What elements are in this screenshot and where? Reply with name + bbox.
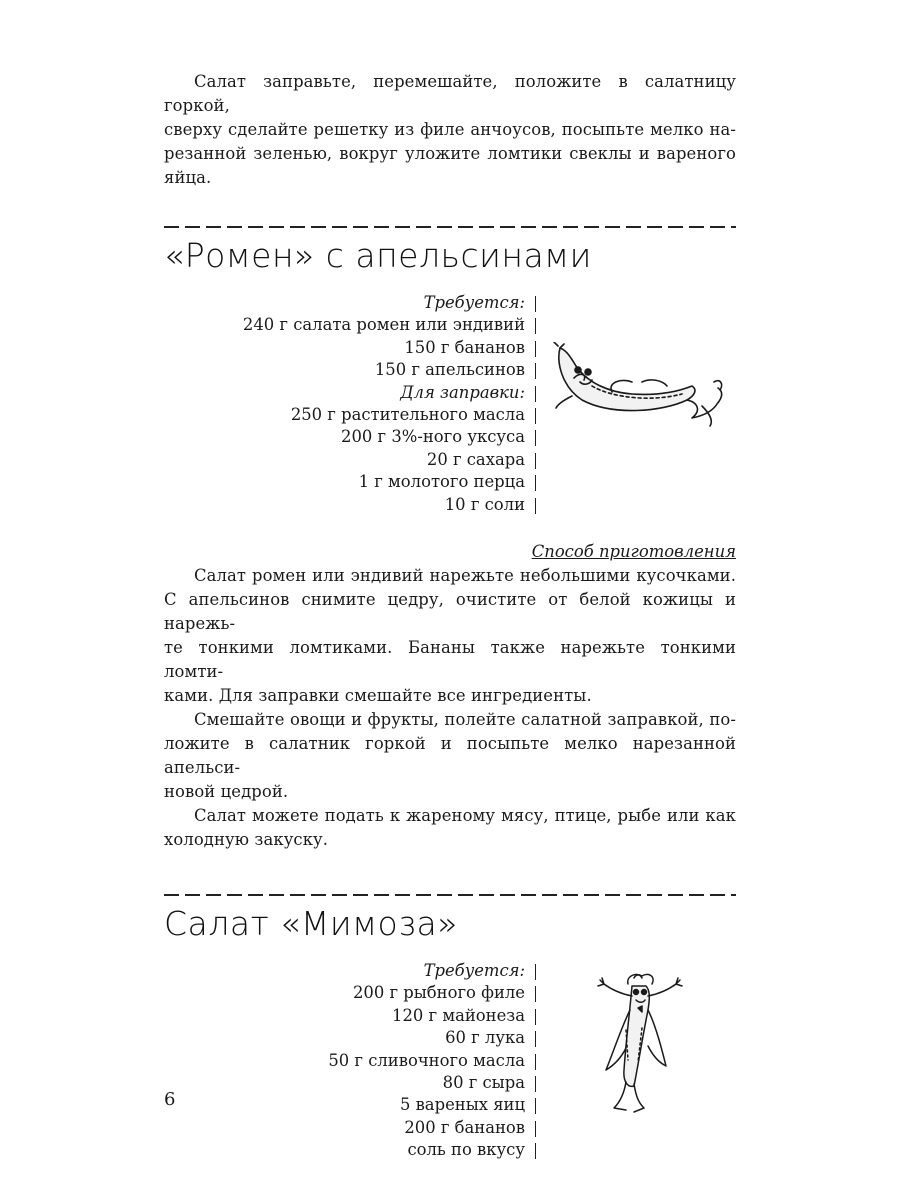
text-line: Салат заправьте, перемешайте, положите в салатницу горкой, <box>164 72 736 115</box>
ingredient-item: 60 г лука <box>328 1027 536 1049</box>
ingredient-item: 5 вареных яиц <box>328 1094 536 1116</box>
page-content <box>164 70 736 1168</box>
section-divider <box>164 226 736 228</box>
text-line: холодную закуску. <box>164 830 329 849</box>
text-line: Салат ромен или эндивий нарежьте небольшими кусочками. <box>194 566 736 585</box>
text-line: резанной зеленью, вокруг уложите ломтики свеклы и вареного <box>164 144 736 163</box>
page-number: 6 <box>164 1089 176 1110</box>
ingredient-item: 150 г бананов <box>243 337 536 359</box>
ingredient-item: 200 г бананов <box>328 1117 536 1139</box>
ingredient-item: 120 г майонеза <box>328 1005 536 1027</box>
ingredient-item: 240 г салата ромен или эндивий <box>243 314 536 336</box>
intro-paragraph <box>164 70 736 190</box>
section-divider <box>164 894 736 896</box>
ingredient-item: 80 г сыра <box>328 1072 536 1094</box>
ingredient-item: 50 г сливочного масла <box>328 1050 536 1072</box>
recipe-title: Салат «Мимоза» <box>164 904 458 943</box>
method-paragraph <box>164 564 736 708</box>
text-line: Салат можете подать к жареному мясу, птице, рыбе или как <box>194 806 736 825</box>
text-line: ложите в салатник горкой и посыпьте мелко нарезанной апельси- <box>164 734 736 777</box>
ingredient-item: 1 г молотого перца <box>243 471 536 493</box>
ingredient-item: 250 г растительного масла <box>243 404 536 426</box>
ingredient-list <box>243 292 536 516</box>
ingredients-block <box>164 290 736 520</box>
text-line: ками. Для заправки смешайте все ингредиенты. <box>164 686 592 705</box>
method-title: Способ приготовления <box>531 542 736 561</box>
text-line: С апельсинов снимите цедру, очистите от белой кожицы и нарежь- <box>164 590 736 633</box>
method-paragraph <box>164 804 736 852</box>
ingredient-item: 150 г апельсинов <box>243 359 536 381</box>
recipe-title: «Ромен» с апельсинами <box>164 236 592 275</box>
banana-character-illustration <box>596 970 686 1120</box>
text-line: новой цедрой. <box>164 782 289 801</box>
ingredient-item: 10 г соли <box>243 494 536 516</box>
text-line: яйца. <box>164 168 212 187</box>
method-paragraph <box>164 708 736 804</box>
banana-illustration <box>552 342 732 432</box>
text-line: Смешайте овощи и фрукты, полейте салатной заправкой, по- <box>194 710 736 729</box>
ingredient-list <box>328 960 536 1162</box>
text-line: сверху сделайте решетку из филе анчоусов, посыпьте мелко на- <box>164 120 736 139</box>
ingredient-item: соль по вкусу <box>328 1139 536 1161</box>
ingredient-label: Для заправки: <box>243 382 536 404</box>
ingredients-block <box>164 958 736 1168</box>
ingredient-label: Требуется: <box>328 960 536 982</box>
ingredient-item: 20 г сахара <box>243 449 536 471</box>
text-line: те тонкими ломтиками. Бананы также нарежьте тонкими ломти- <box>164 638 736 681</box>
ingredient-item: 200 г рыбного филе <box>328 982 536 1004</box>
ingredient-label: Требуется: <box>243 292 536 314</box>
ingredient-item: 200 г 3%-ного уксуса <box>243 426 536 448</box>
